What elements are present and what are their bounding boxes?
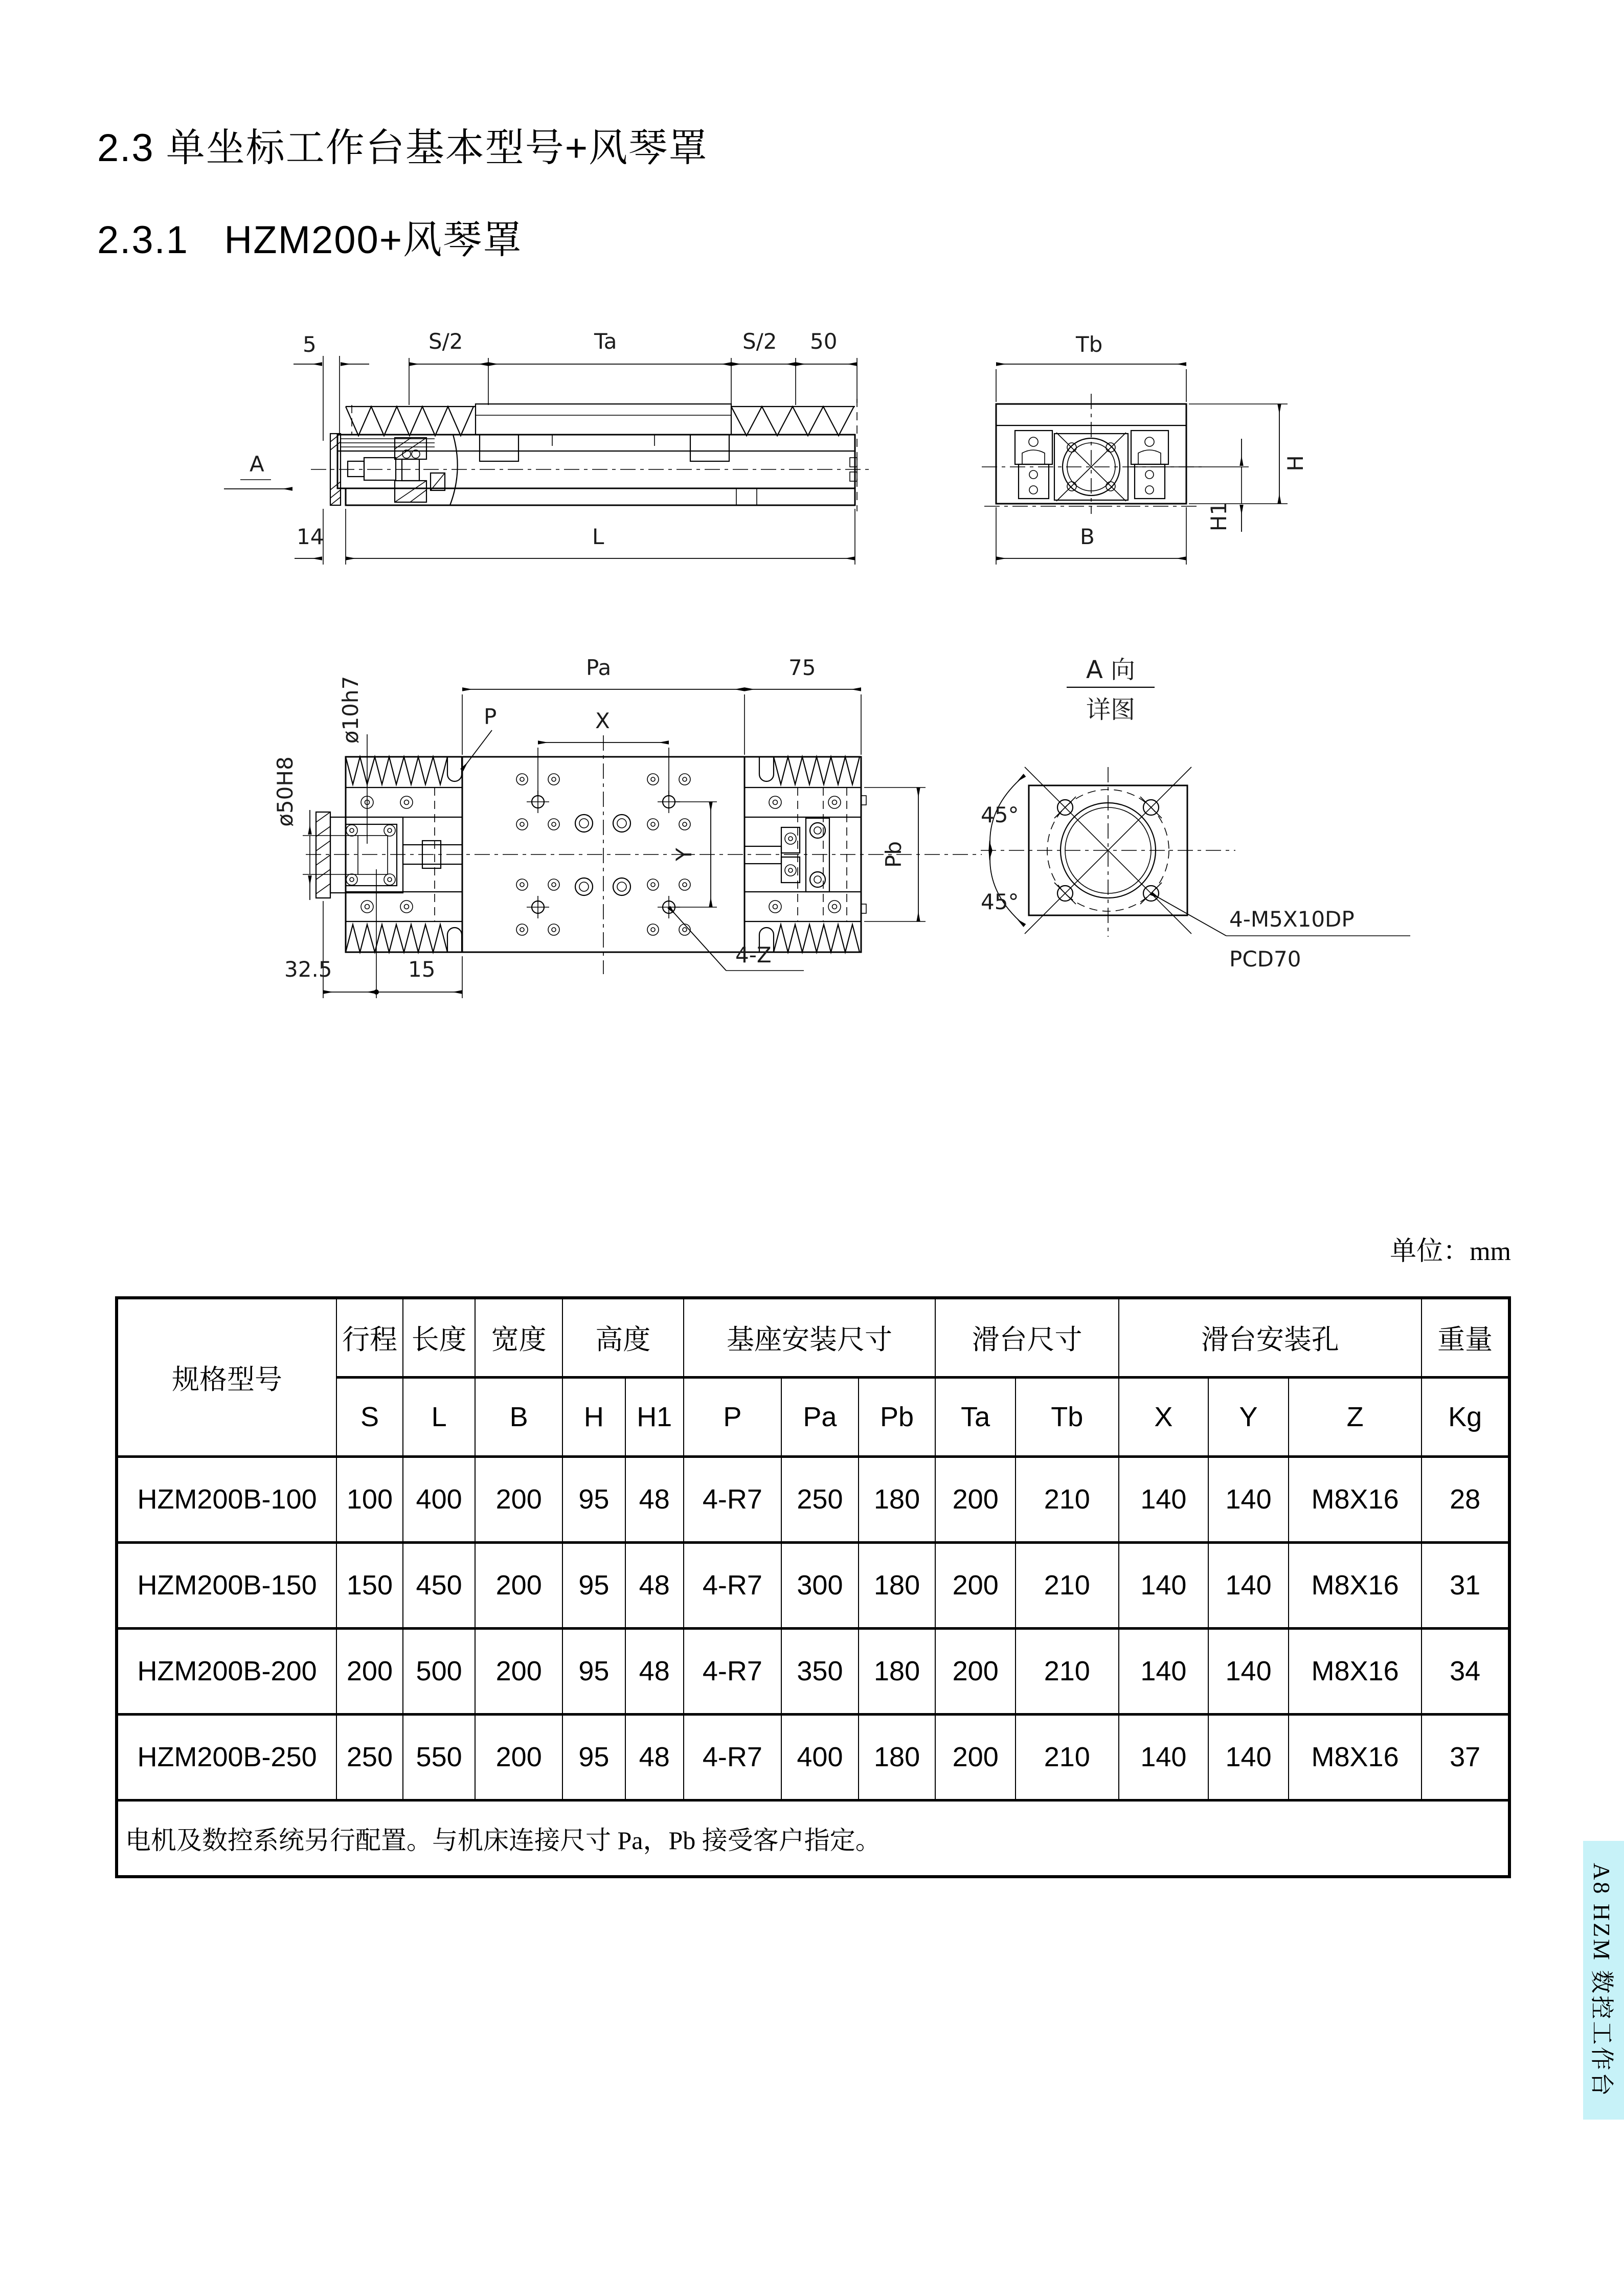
plan-ballnut: [745, 818, 829, 892]
cell: 250: [781, 1456, 859, 1542]
dim-75: 75: [788, 655, 816, 680]
cell: 140: [1208, 1628, 1289, 1714]
detail-title-line2: 详图: [1086, 695, 1136, 724]
cell: 200: [935, 1628, 1016, 1714]
col-l: L: [403, 1377, 476, 1456]
dim-5: 5: [303, 332, 317, 357]
cell: 140: [1208, 1714, 1289, 1800]
col-x: X: [1119, 1377, 1209, 1456]
header-model: 规格型号: [117, 1298, 336, 1456]
cell: M8X16: [1289, 1628, 1422, 1714]
table-row: [117, 1542, 1509, 1628]
cell: 210: [1016, 1456, 1119, 1542]
callout-pcd: PCD70: [1229, 947, 1301, 972]
dim-50: 50: [810, 329, 838, 354]
plan-4z-leader: [669, 907, 804, 971]
cell: 200: [935, 1542, 1016, 1628]
spec-table: [115, 1296, 1511, 1878]
cell: 95: [562, 1628, 625, 1714]
dim-h1: H1: [1206, 501, 1231, 532]
table-note: 电机及数控系统另行配置。与机床连接尺寸 Pa，Pb 接受客户指定。: [117, 1800, 1509, 1877]
model-cell: HZM200B-100: [117, 1456, 336, 1542]
end-view: [982, 332, 1308, 565]
cell: 95: [562, 1714, 625, 1800]
header-group-height: 高度: [562, 1298, 684, 1377]
dim-s2-right: S/2: [742, 329, 777, 354]
cell: 28: [1422, 1456, 1509, 1542]
end-rail-left: [1015, 431, 1052, 499]
col-z: Z: [1289, 1377, 1422, 1456]
unit-label: 单位：mm: [1390, 1237, 1511, 1266]
cell: 140: [1119, 1714, 1209, 1800]
table-note-row: [117, 1800, 1509, 1877]
end-right-dimensions: [1130, 404, 1308, 532]
cell: 4-R7: [684, 1456, 781, 1542]
plan-x-dimension: [538, 708, 669, 796]
header-group-slide-mounting: 滑台安装孔: [1119, 1298, 1422, 1377]
cell: 150: [336, 1542, 403, 1628]
side-bottom-dimensions: [295, 509, 855, 565]
col-h: H: [562, 1377, 625, 1456]
cell: 200: [475, 1628, 562, 1714]
plan-motor-end: [316, 812, 462, 898]
cell: 180: [859, 1456, 936, 1542]
subsection-title: 2.3.1 HZM200+风琴罩: [97, 218, 523, 262]
dim-b: B: [1080, 524, 1095, 549]
cell: 140: [1208, 1456, 1289, 1542]
cell: 500: [403, 1628, 476, 1714]
dim-15: 15: [408, 957, 436, 982]
cell: 48: [625, 1456, 684, 1542]
plan-bottom-dimensions: [284, 869, 462, 998]
cell: 300: [781, 1542, 859, 1628]
header-group-row: [117, 1298, 1509, 1377]
cell: 550: [403, 1714, 476, 1800]
cell: 200: [935, 1714, 1016, 1800]
table-row: [117, 1628, 1509, 1714]
callout-thread: 4-M5X10DP: [1229, 907, 1355, 932]
plan-center-holes: [575, 815, 630, 895]
cell: 48: [625, 1628, 684, 1714]
cell: 200: [935, 1456, 1016, 1542]
table-row: [117, 1456, 1509, 1542]
cell: 34: [1422, 1628, 1509, 1714]
cell: 210: [1016, 1628, 1119, 1714]
cell: 95: [562, 1456, 625, 1542]
cell: 180: [859, 1542, 936, 1628]
view-a-arrow: [224, 452, 292, 489]
view-a-label: A: [250, 452, 264, 477]
cell: 200: [475, 1542, 562, 1628]
cell: 400: [781, 1714, 859, 1800]
cell: 140: [1119, 1542, 1209, 1628]
dim-p: P: [484, 704, 497, 729]
cell: 350: [781, 1628, 859, 1714]
plan-p-leader: [462, 704, 497, 770]
cell: 180: [859, 1628, 936, 1714]
end-tb-dimension: [996, 332, 1186, 402]
cell: 200: [336, 1628, 403, 1714]
angle-45-bottom: 45°: [981, 889, 1019, 914]
header-group-width: 宽度: [475, 1298, 562, 1377]
chapter-side-tab: [1583, 1841, 1624, 2120]
dim-phi10: ø10h7: [338, 676, 363, 744]
cell: 48: [625, 1542, 684, 1628]
cell: M8X16: [1289, 1542, 1422, 1628]
section-title: 2.3 单坐标工作台基本型号+风琴罩: [97, 126, 709, 170]
chapter-side-tab-label: A8 HZM 数控工作台: [1589, 1862, 1615, 2098]
table-row: [117, 1714, 1509, 1800]
model-cell: HZM200B-200: [117, 1628, 336, 1714]
cell: 48: [625, 1714, 684, 1800]
cell: 210: [1016, 1714, 1119, 1800]
cell: 4-R7: [684, 1628, 781, 1714]
model-cell: HZM200B-250: [117, 1714, 336, 1800]
end-b-dimension: [996, 507, 1186, 565]
header-group-weight: 重量: [1422, 1298, 1509, 1377]
dim-phi50: ø50H8: [273, 756, 298, 827]
col-pb: Pb: [859, 1377, 936, 1456]
col-p: P: [684, 1377, 781, 1456]
side-top-dimensions: [294, 329, 857, 441]
col-s: S: [336, 1377, 403, 1456]
cell: M8X16: [1289, 1714, 1422, 1800]
detail-view-a: [981, 656, 1410, 972]
model-cell: HZM200B-150: [117, 1542, 336, 1628]
cell: M8X16: [1289, 1456, 1422, 1542]
cell: 180: [859, 1714, 936, 1800]
cell: 450: [403, 1542, 476, 1628]
dim-s2-left: S/2: [428, 329, 463, 354]
cell: 4-R7: [684, 1542, 781, 1628]
angle-45-top: 45°: [981, 802, 1019, 827]
technical-drawing: [194, 297, 1447, 1074]
header-group-stroke: 行程: [336, 1298, 403, 1377]
col-tb: Tb: [1016, 1377, 1119, 1456]
dim-y: Y: [671, 848, 696, 861]
cell: 95: [562, 1542, 625, 1628]
dim-pa: Pa: [586, 655, 612, 680]
side-bellows: [346, 407, 855, 436]
cell: 250: [336, 1714, 403, 1800]
dim-pb: Pb: [881, 841, 906, 868]
side-motor-end: [330, 405, 458, 505]
dim-tb: Tb: [1076, 332, 1103, 357]
dim-x: X: [595, 708, 610, 733]
header-group-base-mounting: 基座安装尺寸: [684, 1298, 936, 1377]
dim-14: 14: [297, 524, 324, 549]
col-y: Y: [1208, 1377, 1289, 1456]
detail-title: [1067, 656, 1155, 724]
cell: 140: [1119, 1456, 1209, 1542]
detail-title-line1: A 向: [1086, 656, 1136, 684]
dim-32-5: 32.5: [284, 957, 332, 982]
side-carriage: [476, 404, 731, 461]
plan-view: [273, 655, 982, 998]
header-group-length: 长度: [403, 1298, 476, 1377]
cell: 200: [475, 1714, 562, 1800]
cell: 210: [1016, 1542, 1119, 1628]
cell: 37: [1422, 1714, 1509, 1800]
dim-4z: 4-Z: [735, 942, 772, 967]
col-ta: Ta: [935, 1377, 1016, 1456]
col-h1: H1: [625, 1377, 684, 1456]
dim-h: H: [1283, 455, 1308, 471]
cell: 31: [1422, 1542, 1509, 1628]
cell: 200: [475, 1456, 562, 1542]
col-kg: Kg: [1422, 1377, 1509, 1456]
side-view: [224, 329, 869, 565]
dim-l: L: [592, 524, 604, 549]
dim-ta: Ta: [594, 329, 617, 354]
cell: 140: [1119, 1628, 1209, 1714]
end-rail-right: [1131, 431, 1168, 499]
cell: 4-R7: [684, 1714, 781, 1800]
col-b: B: [475, 1377, 562, 1456]
header-group-slide-size: 滑台尺寸: [935, 1298, 1118, 1377]
cell: 140: [1208, 1542, 1289, 1628]
cell: 100: [336, 1456, 403, 1542]
plan-top-dimensions: [462, 655, 861, 755]
cell: 400: [403, 1456, 476, 1542]
col-pa: Pa: [781, 1377, 859, 1456]
